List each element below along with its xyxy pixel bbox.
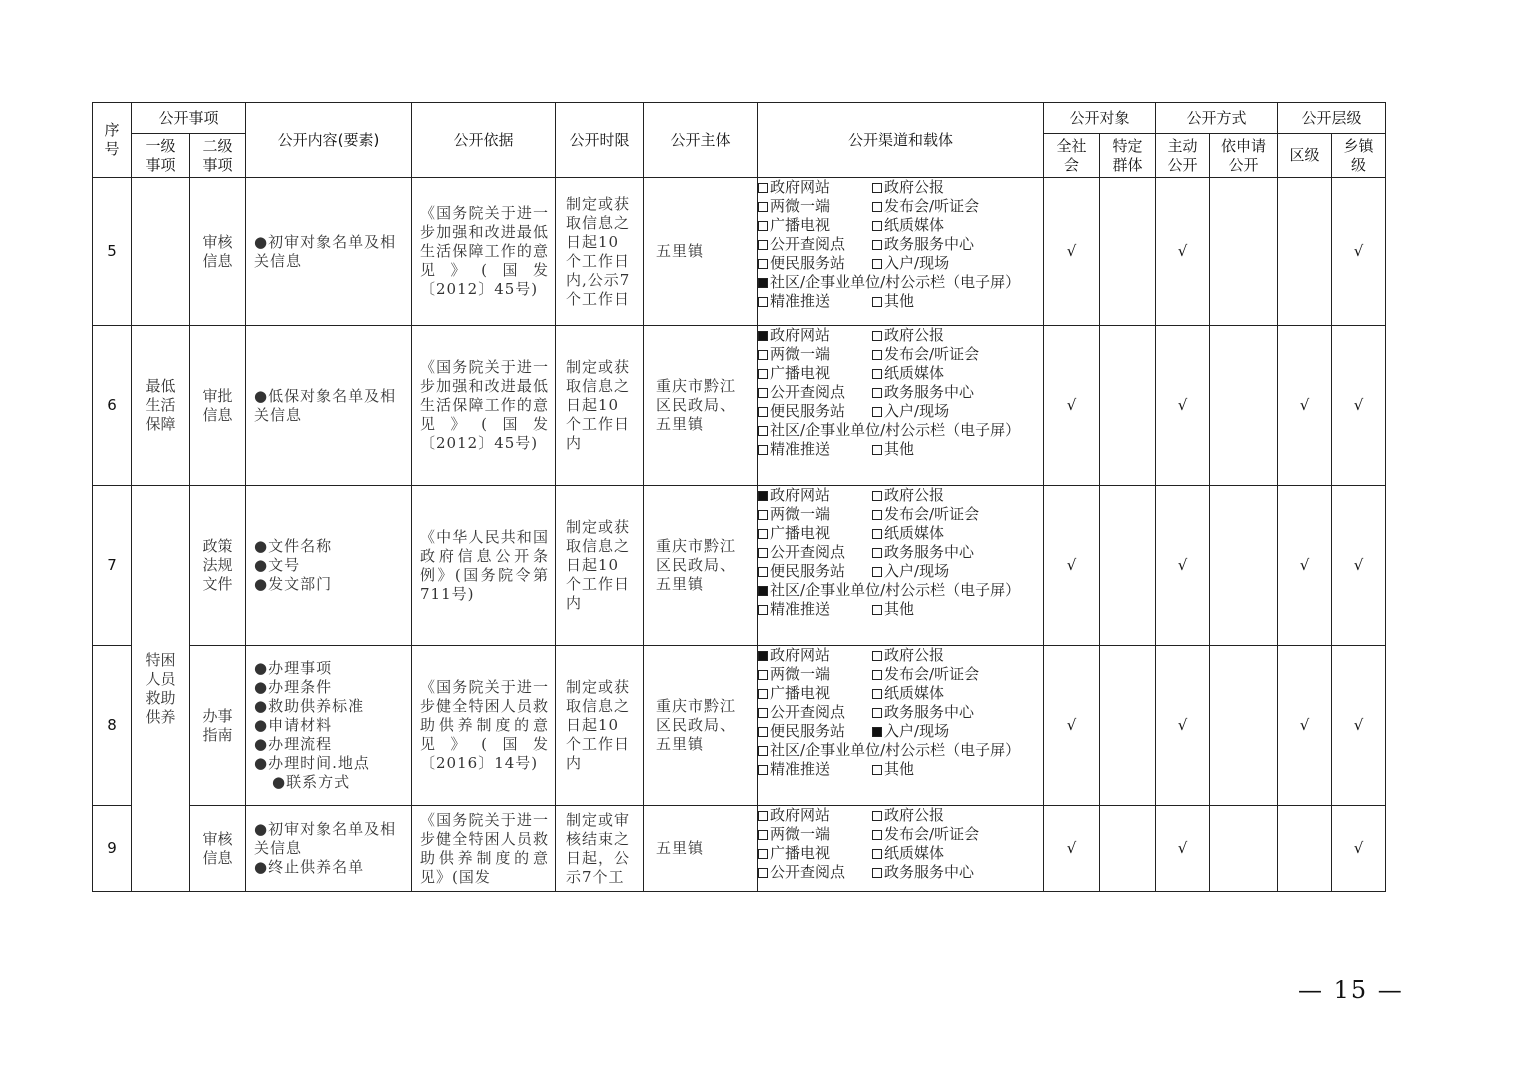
cell-level-town: √ <box>1332 646 1386 806</box>
channel-precise: 精准推送 <box>758 440 830 458</box>
cell-level-district: √ <box>1278 486 1332 646</box>
checkbox-icon <box>872 407 882 417</box>
header-level1: 一级事项 <box>132 134 190 178</box>
channel-door: 入户/现场 <box>872 254 949 273</box>
cell-seq: 6 <box>93 326 132 486</box>
cell-mode-active: √ <box>1156 806 1210 892</box>
cell-subject: 五里镇 <box>644 806 758 892</box>
checkbox-icon <box>758 868 768 878</box>
checkbox-icon <box>758 849 768 859</box>
channel-two_micro: 两微一端 <box>758 505 830 523</box>
checkbox-icon <box>758 445 768 455</box>
channel-precise: 精准推送 <box>758 292 830 310</box>
cell-level-town: √ <box>1332 326 1386 486</box>
content-item: ●发文部门 <box>254 575 333 593</box>
header-mode: 公开方式 <box>1156 103 1278 134</box>
cell-content <box>246 806 412 892</box>
cell-subject: 重庆市黔江区民政局、五里镇 <box>644 486 758 646</box>
content-item: ●初审对象名单及相关信息 <box>254 820 397 857</box>
checkbox-icon <box>872 849 882 859</box>
cell-basis: 《国务院关于进一步健全特困人员救助供养制度的意见》(国发〔2016〕14号) <box>412 646 556 806</box>
cell-level-town: √ <box>1332 806 1386 892</box>
channel-convenience: 便民服务站 <box>758 254 845 272</box>
cell-target-all: √ <box>1044 326 1100 486</box>
cell-level-town: √ <box>1332 486 1386 646</box>
cell-target-all: √ <box>1044 486 1100 646</box>
checkbox-icon <box>758 548 768 558</box>
channel-paper: 纸质媒体 <box>872 684 944 703</box>
channel-reading: 公开查阅点 <box>758 863 845 881</box>
cell-mode-request <box>1210 486 1278 646</box>
channel-service_center: 政务服务中心 <box>872 703 974 722</box>
table-row <box>93 178 1386 326</box>
cell-mode-request <box>1210 806 1278 892</box>
channel-press: 发布会/听证会 <box>872 197 979 216</box>
cell-basis: 《国务院关于进一步加强和改进最低生活保障工作的意见》(国发〔2012〕45号) <box>412 326 556 486</box>
cell-target-all: √ <box>1044 806 1100 892</box>
channel-broadcast: 广播电视 <box>758 524 830 542</box>
channel-reading: 公开查阅点 <box>758 703 845 721</box>
channel-service_center: 政务服务中心 <box>872 235 974 254</box>
cell-content <box>246 646 412 806</box>
checkbox-icon <box>758 586 768 596</box>
checkbox-icon <box>872 708 882 718</box>
cell-seq: 7 <box>93 486 132 646</box>
header-level-town: 乡镇级 <box>1332 134 1386 178</box>
cell-level-district <box>1278 806 1332 892</box>
cell-basis: 《国务院关于进一步加强和改进最低生活保障工作的意见》(国发〔2012〕45号) <box>412 178 556 326</box>
channel-reading: 公开查阅点 <box>758 235 845 253</box>
disclosure-table <box>92 102 1386 892</box>
checkbox-icon <box>758 350 768 360</box>
cell-target-specific <box>1100 326 1156 486</box>
header-target-all: 全社会 <box>1044 134 1100 178</box>
cell-mode-active: √ <box>1156 178 1210 326</box>
cell-target-specific <box>1100 646 1156 806</box>
channel-broadcast: 广播电视 <box>758 364 830 382</box>
channel-service_center: 政务服务中心 <box>872 383 974 402</box>
channel-reading: 公开查阅点 <box>758 383 845 401</box>
channel-reading: 公开查阅点 <box>758 543 845 561</box>
cell-level2: 办事指南 <box>190 646 246 806</box>
cell-level2: 政策法规文件 <box>190 486 246 646</box>
checkbox-icon <box>758 811 768 821</box>
checkbox-icon <box>758 331 768 341</box>
checkbox-icon <box>758 708 768 718</box>
cell-mode-request <box>1210 326 1278 486</box>
channel-other: 其他 <box>872 600 914 619</box>
channel-gov_site: 政府网站 <box>758 806 830 824</box>
checkbox-icon <box>758 426 768 436</box>
content-item: ●低保对象名单及相关信息 <box>254 386 397 424</box>
cell-mode-request <box>1210 646 1278 806</box>
cell-channels <box>758 486 1044 646</box>
page-number: — 15 — <box>1298 976 1404 1004</box>
channel-paper: 纸质媒体 <box>872 844 944 863</box>
checkbox-icon <box>758 369 768 379</box>
header-level2: 二级事项 <box>190 134 246 178</box>
channel-press: 发布会/听证会 <box>872 345 979 364</box>
content-item: ●联系方式 <box>272 773 351 791</box>
header-subject: 公开主体 <box>644 103 758 178</box>
cell-level2: 审核信息 <box>190 806 246 892</box>
checkbox-icon <box>872 765 882 775</box>
cell-time-limit: 制定或获取信息之日起10个工作日内 <box>556 646 644 806</box>
channel-paper: 纸质媒体 <box>872 216 944 235</box>
checkbox-icon <box>872 388 882 398</box>
checkbox-icon <box>758 407 768 417</box>
cell-level-district: √ <box>1278 646 1332 806</box>
checkbox-icon <box>758 388 768 398</box>
checkbox-icon <box>872 670 882 680</box>
cell-level-district <box>1278 178 1332 326</box>
cell-time-limit: 制定或获取信息之日起10个工作日内,公示7个工作日 <box>556 178 644 326</box>
cell-time-limit: 制定或获取信息之日起10个工作日内 <box>556 486 644 646</box>
cell-subject: 重庆市黔江区民政局、五里镇 <box>644 326 758 486</box>
checkbox-icon <box>872 183 882 193</box>
channel-gov_site: 政府网站 <box>758 178 830 196</box>
channel-other: 其他 <box>872 760 914 779</box>
cell-channels <box>758 178 1044 326</box>
channel-press: 发布会/听证会 <box>872 665 979 684</box>
channel-community: 社区/企事业单位/村公示栏（电子屏） <box>758 741 1020 759</box>
checkbox-icon <box>872 605 882 615</box>
checkbox-icon <box>758 491 768 501</box>
checkbox-icon <box>872 202 882 212</box>
checkbox-icon <box>758 670 768 680</box>
channel-service_center: 政务服务中心 <box>872 543 974 562</box>
channel-broadcast: 广播电视 <box>758 844 830 862</box>
cell-level2: 审核信息 <box>190 178 246 326</box>
channel-broadcast: 广播电视 <box>758 216 830 234</box>
checkbox-icon <box>758 651 768 661</box>
checkbox-icon <box>872 491 882 501</box>
checkbox-icon <box>758 510 768 520</box>
channel-door: 入户/现场 <box>872 722 949 741</box>
cell-level1: 最低生活保障 <box>132 326 190 486</box>
checkbox-icon <box>758 689 768 699</box>
checkbox-icon <box>872 548 882 558</box>
channel-precise: 精准推送 <box>758 600 830 618</box>
header-target-specific: 特定群体 <box>1100 134 1156 178</box>
checkbox-icon <box>872 350 882 360</box>
cell-seq: 8 <box>93 646 132 806</box>
cell-target-all: √ <box>1044 646 1100 806</box>
channel-two_micro: 两微一端 <box>758 197 830 215</box>
cell-time-limit: 制定或审核结束之日起，公示7个工 <box>556 806 644 892</box>
cell-target-specific <box>1100 486 1156 646</box>
checkbox-icon <box>872 259 882 269</box>
channel-door: 入户/现场 <box>872 562 949 581</box>
channel-community: 社区/企事业单位/村公示栏（电子屏） <box>758 421 1020 439</box>
header-mode-request: 依申请公开 <box>1210 134 1278 178</box>
content-item: ●初审对象名单及相关信息 <box>254 232 397 270</box>
checkbox-icon <box>758 727 768 737</box>
channel-convenience: 便民服务站 <box>758 562 845 580</box>
cell-mode-active: √ <box>1156 326 1210 486</box>
cell-seq: 5 <box>93 178 132 326</box>
channel-paper: 纸质媒体 <box>872 364 944 383</box>
cell-level2: 审批信息 <box>190 326 246 486</box>
cell-basis: 《国务院关于进一步健全特困人员救助供养制度的意见》(国发 <box>412 806 556 892</box>
checkbox-icon <box>872 529 882 539</box>
table-row <box>93 326 1386 486</box>
content-item: ●救助供养标准 <box>254 697 365 715</box>
content-item: ●文件名称 <box>254 537 333 555</box>
header-level: 公开层级 <box>1278 103 1386 134</box>
cell-content <box>246 326 412 486</box>
cell-target-specific <box>1100 806 1156 892</box>
checkbox-icon <box>758 529 768 539</box>
cell-seq: 9 <box>93 806 132 892</box>
table-row <box>93 486 1386 646</box>
checkbox-icon <box>872 221 882 231</box>
checkbox-icon <box>758 605 768 615</box>
channel-precise: 精准推送 <box>758 760 830 778</box>
header-target: 公开对象 <box>1044 103 1156 134</box>
cell-mode-active: √ <box>1156 646 1210 806</box>
cell-level-town: √ <box>1332 178 1386 326</box>
channel-other: 其他 <box>872 440 914 459</box>
channel-two_micro: 两微一端 <box>758 665 830 683</box>
cell-subject: 重庆市黔江区民政局、五里镇 <box>644 646 758 806</box>
checkbox-icon <box>872 830 882 840</box>
checkbox-icon <box>758 183 768 193</box>
header-seq: 序号 <box>93 103 132 178</box>
header-mode-active: 主动公开 <box>1156 134 1210 178</box>
content-item: ●办理条件 <box>254 678 333 696</box>
channel-press: 发布会/听证会 <box>872 825 979 844</box>
cell-content <box>246 178 412 326</box>
cell-level1: 特困人员救助供养 <box>132 486 190 892</box>
checkbox-icon <box>872 331 882 341</box>
checkbox-icon <box>758 202 768 212</box>
header-level-district: 区级 <box>1278 134 1332 178</box>
cell-subject: 五里镇 <box>644 178 758 326</box>
channel-two_micro: 两微一端 <box>758 345 830 363</box>
channel-broadcast: 广播电视 <box>758 684 830 702</box>
checkbox-icon <box>872 727 882 737</box>
channel-gov_site: 政府网站 <box>758 326 830 344</box>
channel-service_center: 政务服务中心 <box>872 863 974 882</box>
content-item: ●办理时间.地点 <box>254 754 370 772</box>
cell-level1 <box>132 178 190 326</box>
header-time-limit: 公开时限 <box>556 103 644 178</box>
channel-convenience: 便民服务站 <box>758 722 845 740</box>
cell-target-specific <box>1100 178 1156 326</box>
cell-content <box>246 486 412 646</box>
header-items: 公开事项 <box>132 103 246 134</box>
channel-community: 社区/企事业单位/村公示栏（电子屏） <box>758 581 1020 599</box>
content-item: ●办理流程 <box>254 735 333 753</box>
cell-channels <box>758 806 1044 892</box>
checkbox-icon <box>872 297 882 307</box>
checkbox-icon <box>758 240 768 250</box>
channel-gov_bulletin: 政府公报 <box>872 486 944 505</box>
channel-gov_site: 政府网站 <box>758 486 830 504</box>
header-content: 公开内容(要素) <box>246 103 412 178</box>
checkbox-icon <box>872 651 882 661</box>
checkbox-icon <box>872 567 882 577</box>
checkbox-icon <box>758 297 768 307</box>
checkbox-icon <box>872 510 882 520</box>
checkbox-icon <box>758 746 768 756</box>
checkbox-icon <box>872 445 882 455</box>
content-item: ●文号 <box>254 556 301 574</box>
table-row <box>93 806 1386 892</box>
checkbox-icon <box>758 830 768 840</box>
checkbox-icon <box>758 259 768 269</box>
checkbox-icon <box>758 278 768 288</box>
checkbox-icon <box>758 221 768 231</box>
content-item: ●办理事项 <box>254 659 333 677</box>
channel-gov_bulletin: 政府公报 <box>872 806 944 825</box>
checkbox-icon <box>758 765 768 775</box>
cell-mode-active: √ <box>1156 486 1210 646</box>
table-row <box>93 646 1386 806</box>
channel-community: 社区/企事业单位/村公示栏（电子屏） <box>758 273 1020 291</box>
checkbox-icon <box>872 811 882 821</box>
header-basis: 公开依据 <box>412 103 556 178</box>
channel-door: 入户/现场 <box>872 402 949 421</box>
content-item: ●终止供养名单 <box>254 858 365 876</box>
channel-convenience: 便民服务站 <box>758 402 845 420</box>
channel-paper: 纸质媒体 <box>872 524 944 543</box>
checkbox-icon <box>872 689 882 699</box>
channel-press: 发布会/听证会 <box>872 505 979 524</box>
cell-mode-request <box>1210 178 1278 326</box>
cell-channels <box>758 326 1044 486</box>
channel-gov_bulletin: 政府公报 <box>872 178 944 197</box>
cell-channels <box>758 646 1044 806</box>
checkbox-icon <box>872 868 882 878</box>
channel-other: 其他 <box>872 292 914 311</box>
cell-basis: 《中华人民共和国政府信息公开条例》(国务院令第711号) <box>412 486 556 646</box>
content-item: ●申请材料 <box>254 716 333 734</box>
channel-gov_bulletin: 政府公报 <box>872 646 944 665</box>
cell-time-limit: 制定或获取信息之日起10个工作日内 <box>556 326 644 486</box>
cell-level-district: √ <box>1278 326 1332 486</box>
checkbox-icon <box>872 369 882 379</box>
checkbox-icon <box>758 567 768 577</box>
channel-gov_bulletin: 政府公报 <box>872 326 944 345</box>
cell-target-all: √ <box>1044 178 1100 326</box>
checkbox-icon <box>872 240 882 250</box>
header-channels: 公开渠道和载体 <box>758 103 1044 178</box>
channel-gov_site: 政府网站 <box>758 646 830 664</box>
channel-two_micro: 两微一端 <box>758 825 830 843</box>
